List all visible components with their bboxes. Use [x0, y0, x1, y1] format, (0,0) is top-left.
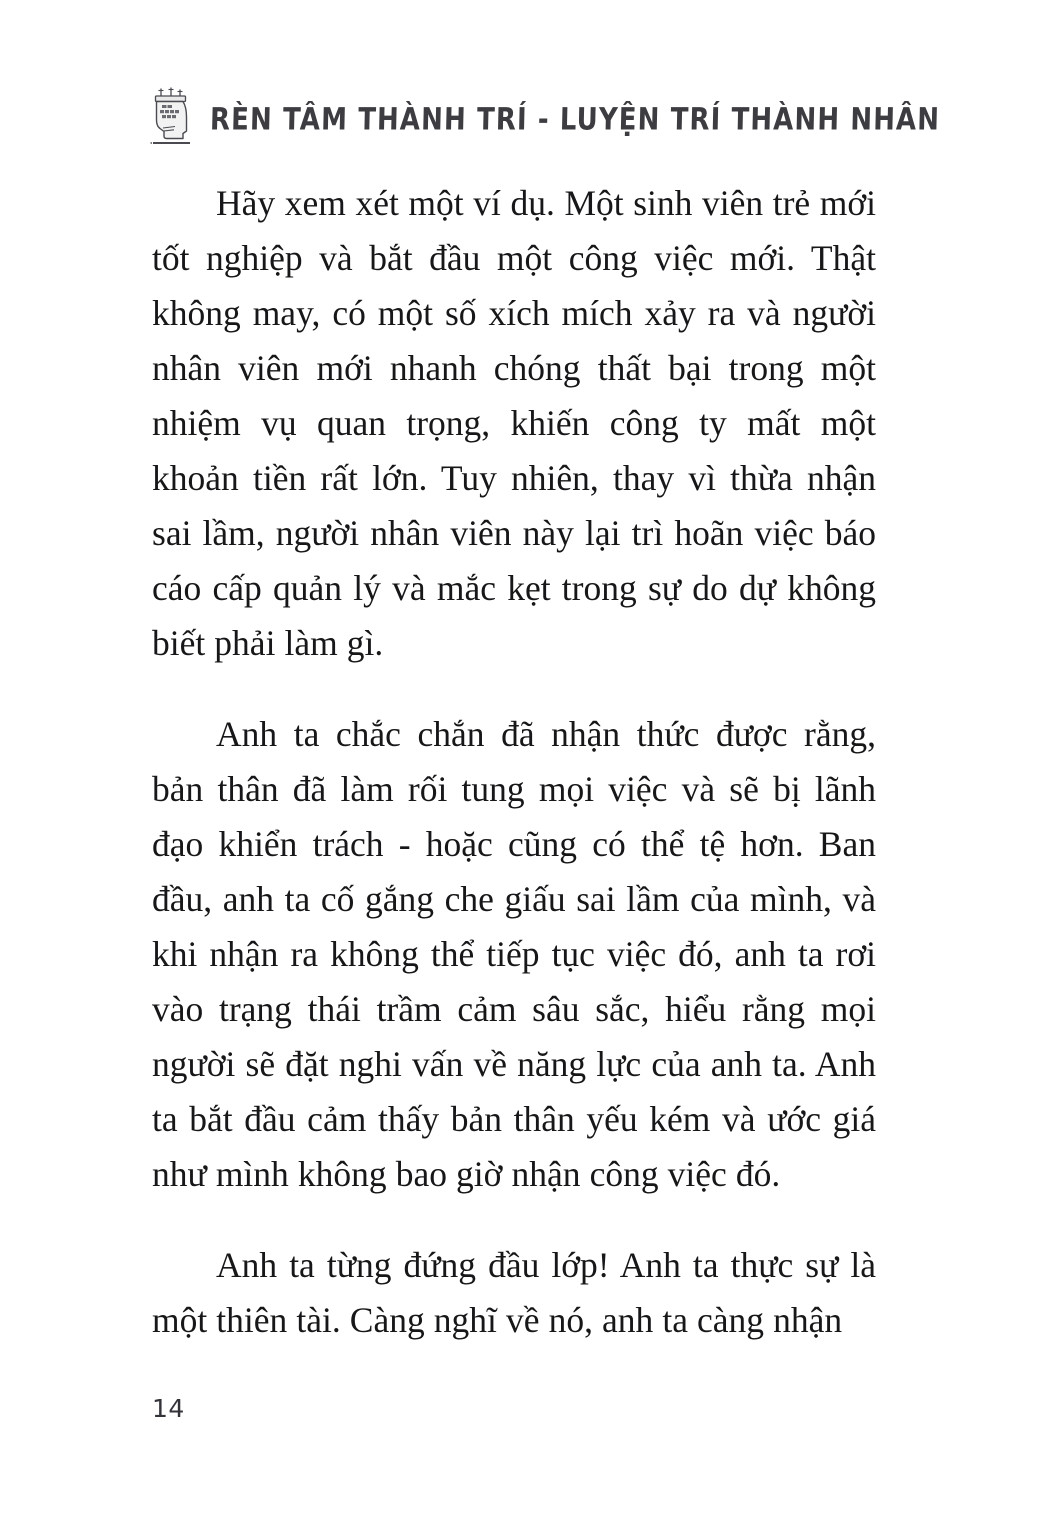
page-number: 14 [152, 1394, 185, 1423]
paragraph: Anh ta chắc chắn đã nhận thức được rằng, bản thân đã làm rối tung mọi việc và sẽ bị lãnh đạo khiển trách - hoặc cũng có thể tệ hơn. Ban đầu, anh ta cố gắng che giấu sai lầm của mình, và khi nhận ra không thể tiếp tục việc đó, anh ta rơi vào trạng thái trầm cảm sâu sắc, hiểu rằng mọi người sẽ đặt nghi vấn về năng lực của anh ta. Anh ta bắt đầu cảm thấy bản thân yếu kém và ước giá như mình không bao giờ nhận công việc đó. [152, 714, 876, 1194]
paragraph: Anh ta từng đứng đầu lớp! Anh ta thực sự là một thiên tài. Càng nghĩ về nó, anh ta càng nhận [152, 1245, 876, 1340]
running-header [150, 86, 940, 152]
thinking-head-icon [150, 87, 196, 151]
running-header-title: RÈN TÂM THÀNH TRÍ - LUYỆN TRÍ THÀNH NHÂN [209, 102, 941, 138]
paragraph: Hãy xem xét một ví dụ. Một sinh viên trẻ mới tốt nghiệp và bắt đầu một công việc mới. Thật không may, có một số xích mích xảy ra và người nhân viên mới nhanh chóng thất bại trong một nhiệm vụ quan trọng, khiến công ty mất một khoản tiền rất lớn. Tuy nhiên, thay vì thừa nhận sai lầm, người nhân viên này lại trì hoãn việc báo cáo cấp quản lý và mắc kẹt trong sự do dự không biết phải làm gì. [152, 183, 876, 663]
body-text-column [152, 176, 876, 1348]
